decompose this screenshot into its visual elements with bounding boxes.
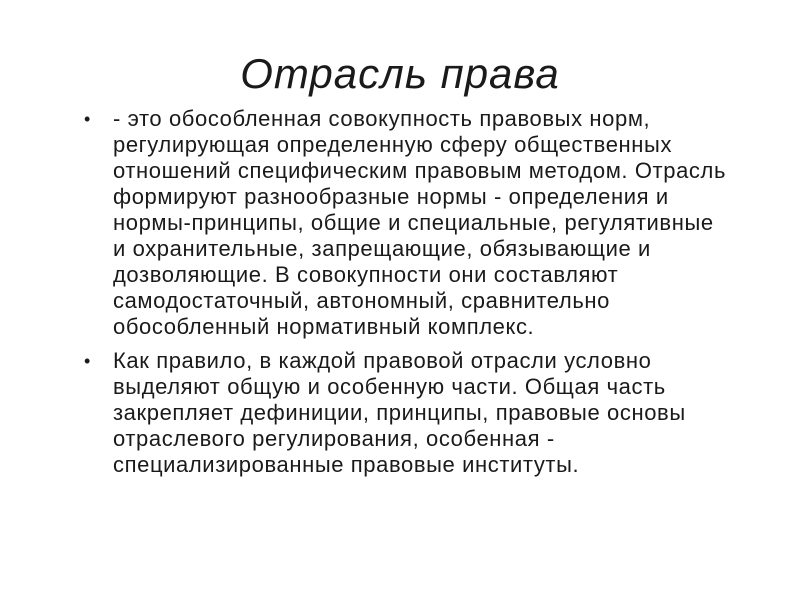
bullet-list xyxy=(78,106,728,486)
bullet-text: Как правило, в каждой правовой отрасли условно выделяют общую и особенную части. Общая часть закрепляет дефиниции, принципы, правовые основы отраслевого регулирования, особенная - специализированные правовые институты. xyxy=(113,348,686,477)
bullet-item-parts xyxy=(78,348,728,478)
bullet-icon: • xyxy=(84,109,91,129)
bullet-text: - это обособленная совокупность правовых норм, регулирующая определенную сферу общественных отношений специфическим правовым методом. Отрасль формируют разнообразные нормы - определения и нормы-принципы, общие и специальные, регулятивные и охранительные, запрещающие, обязывающие и дозволяющие. В совокупности они составляют самодостаточный, автономный, сравнительно обособленный нормативный комплекс. xyxy=(113,106,727,339)
slide-title: Отрасль права xyxy=(240,50,560,97)
bullet-item-definition xyxy=(78,106,728,340)
bullet-icon: • xyxy=(84,351,91,371)
